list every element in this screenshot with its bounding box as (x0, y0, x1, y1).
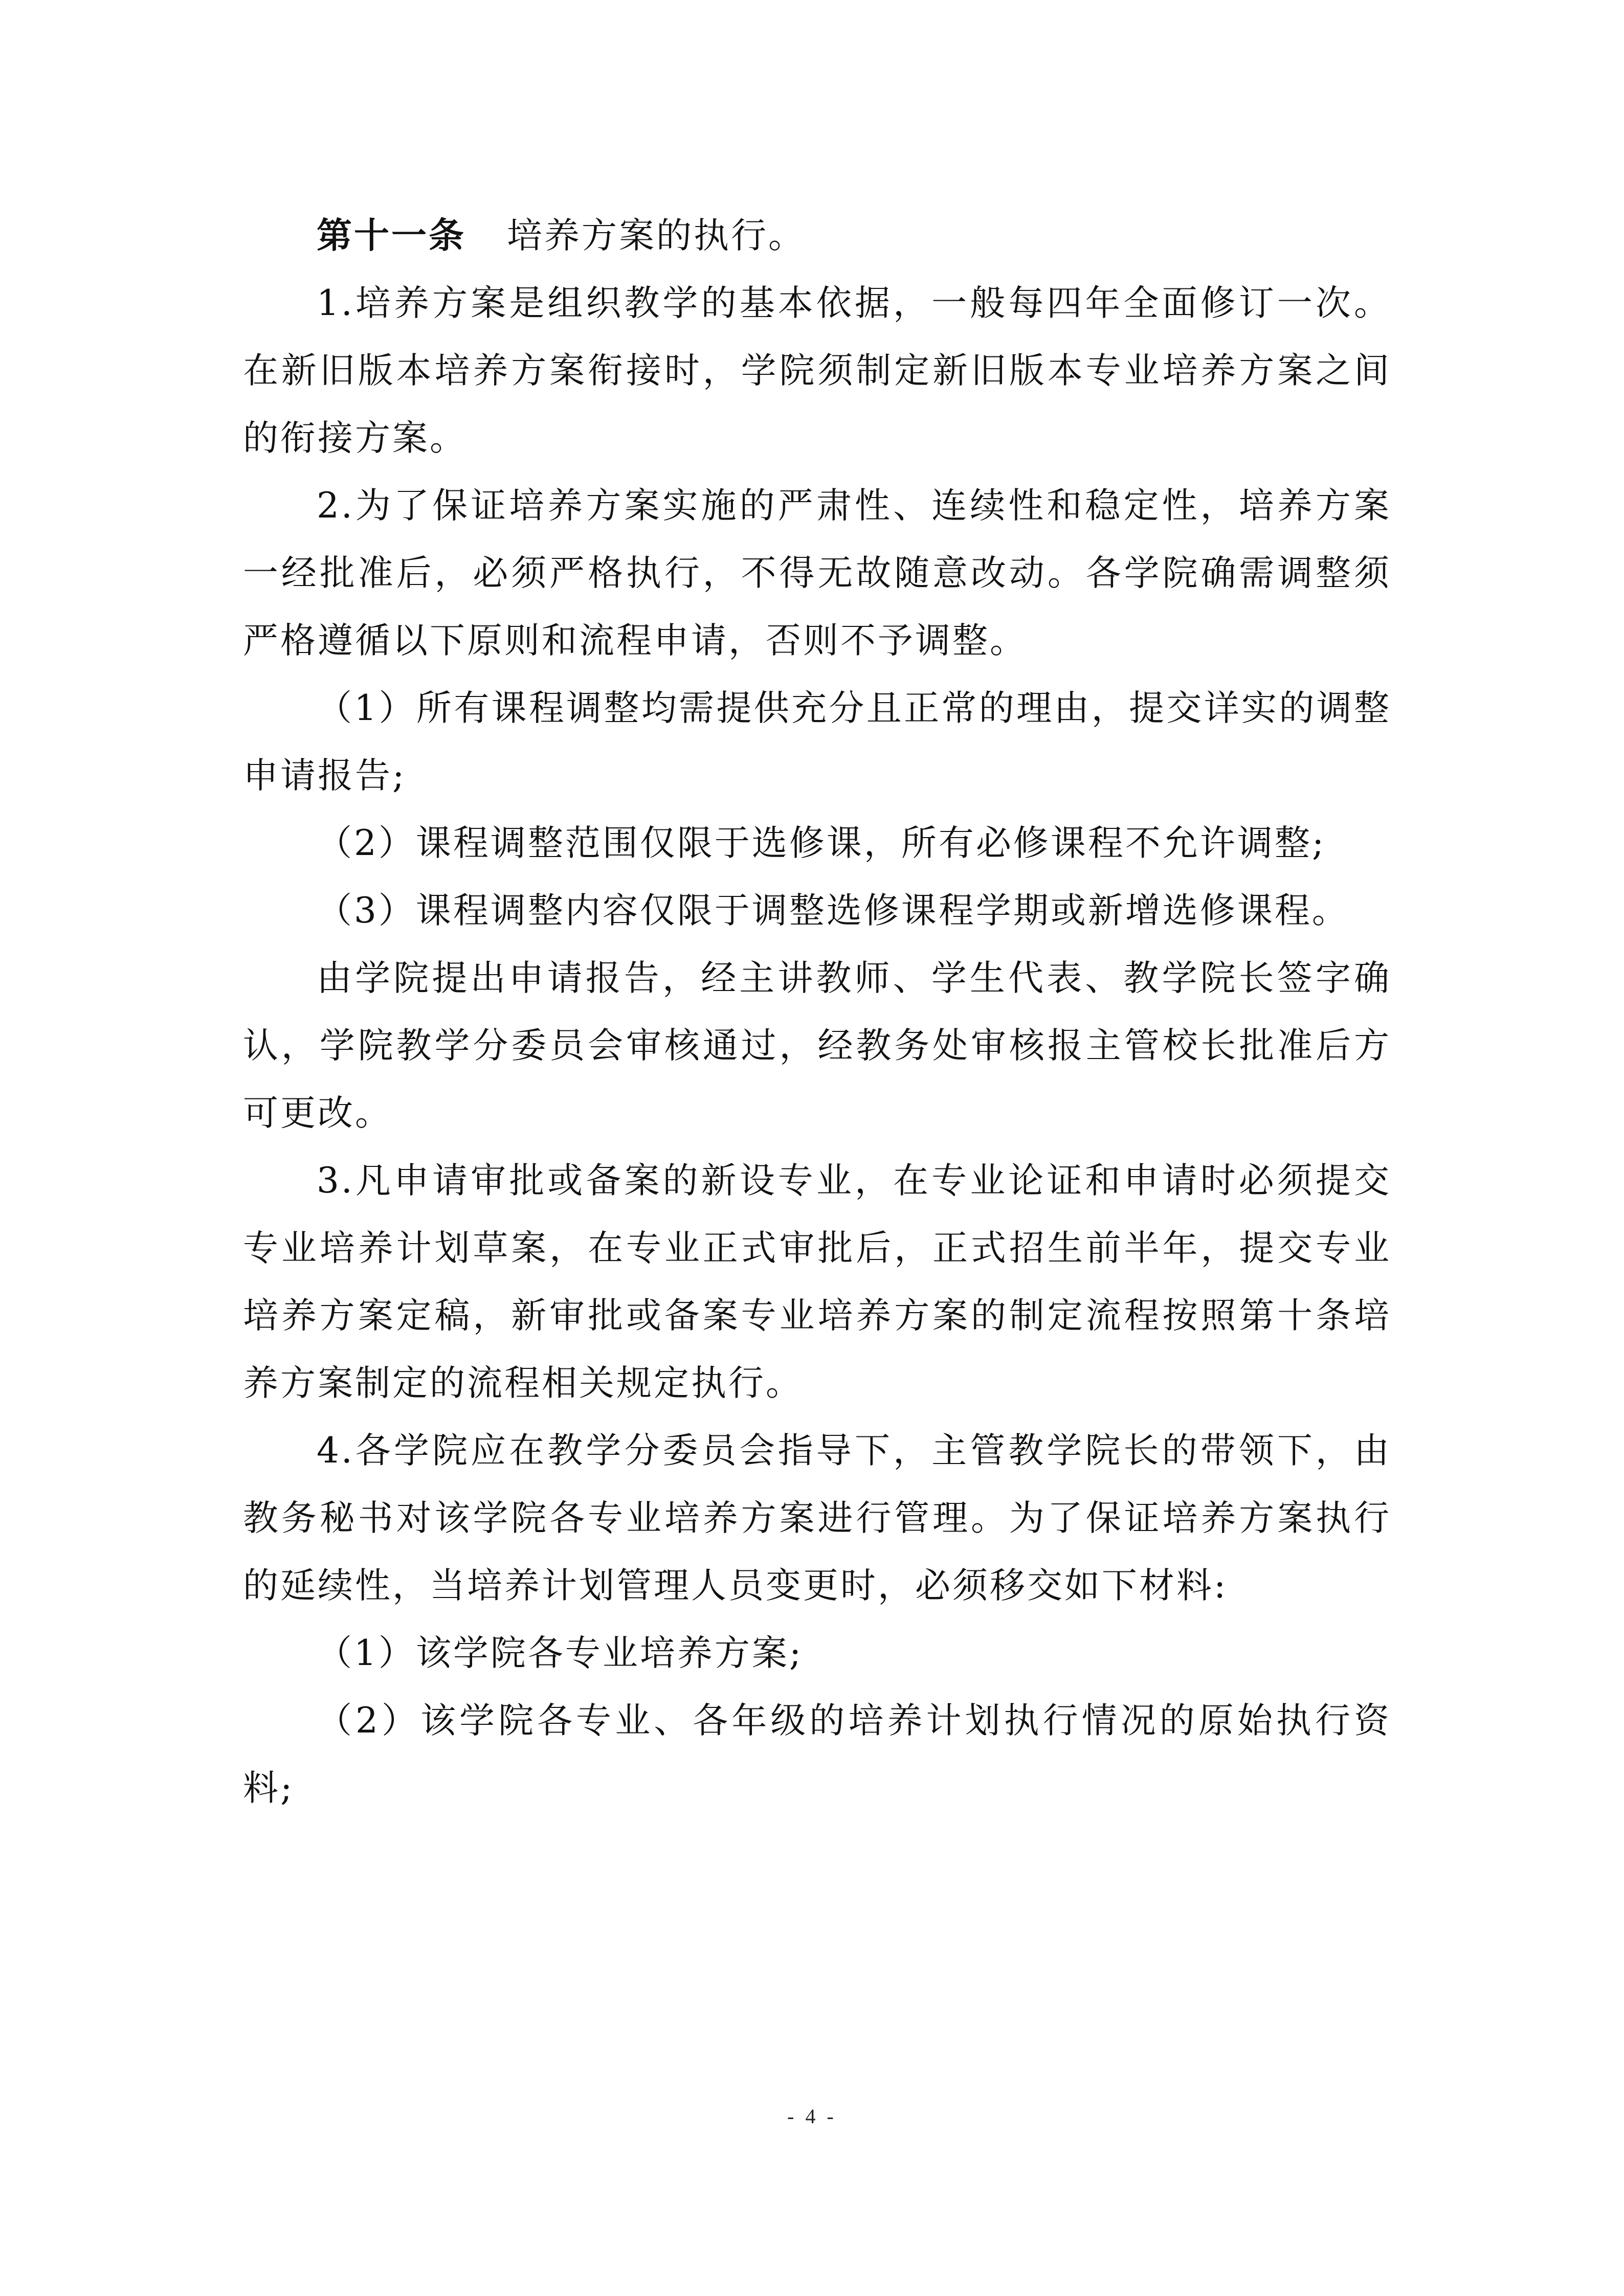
article-heading-paragraph (243, 202, 1391, 269)
paragraph-2: 2.为了保证培养方案实施的严肃性、连续性和稳定性，培养方案一经批准后，必须严格执行，不得无故随意改动。各学院确需调整须严格遵循以下原则和流程申请，否则不予调整。 (243, 485, 1391, 661)
paragraph-2-approval: 由学院提出申请报告，经主讲教师、学生代表、教学院长签字确认，学院教学分委员会审核通过，经教务处审核报主管校长批准后方可更改。 (243, 958, 1391, 1134)
paragraph-4-item-1: （1）该学院各专业培养方案; (317, 1633, 804, 1674)
paragraph-1: 1.培养方案是组织教学的基本依据，一般每四年全面修订一次。在新旧版本培养方案衔接时，学院须制定新旧版本专业培养方案之间的衔接方案。 (243, 283, 1391, 459)
paragraph-2-item-3: （3）课程调整内容仅限于调整选修课程学期或新增选修课程。 (317, 890, 1349, 931)
document-body (243, 202, 1391, 1822)
paragraph-4: 4.各学院应在教学分委员会指导下，主管教学院长的带领下，由教务秘书对该学院各专业培养方案进行管理。为了保证培养方案执行的延续性，当培养计划管理人员变更时，必须移交如下材料: (243, 1430, 1391, 1606)
paragraph-3: 3.凡申请审批或备案的新设专业，在专业论证和申请时必须提交专业培养计划草案，在专业正式审批后，正式招生前半年，提交专业培养方案定稿，新审批或备案专业培养方案的制定流程按照第十条培养方案制定的流程相关规定执行。 (243, 1160, 1391, 1404)
paragraph-2-item-2: （2）课程调整范围仅限于选修课，所有必修课程不允许调整; (317, 823, 1326, 864)
paragraph-4-item-2: （2）该学院各专业、各年级的培养计划执行情况的原始执行资料; (243, 1700, 1391, 1809)
article-title: 培养方案的执行。 (507, 215, 806, 256)
article-number: 第十一条 (317, 215, 466, 256)
page-number: - 4 - (787, 2105, 837, 2128)
paragraph-2-item-1: （1）所有课程调整均需提供充分且正常的理由，提交详实的调整申请报告; (243, 688, 1391, 796)
